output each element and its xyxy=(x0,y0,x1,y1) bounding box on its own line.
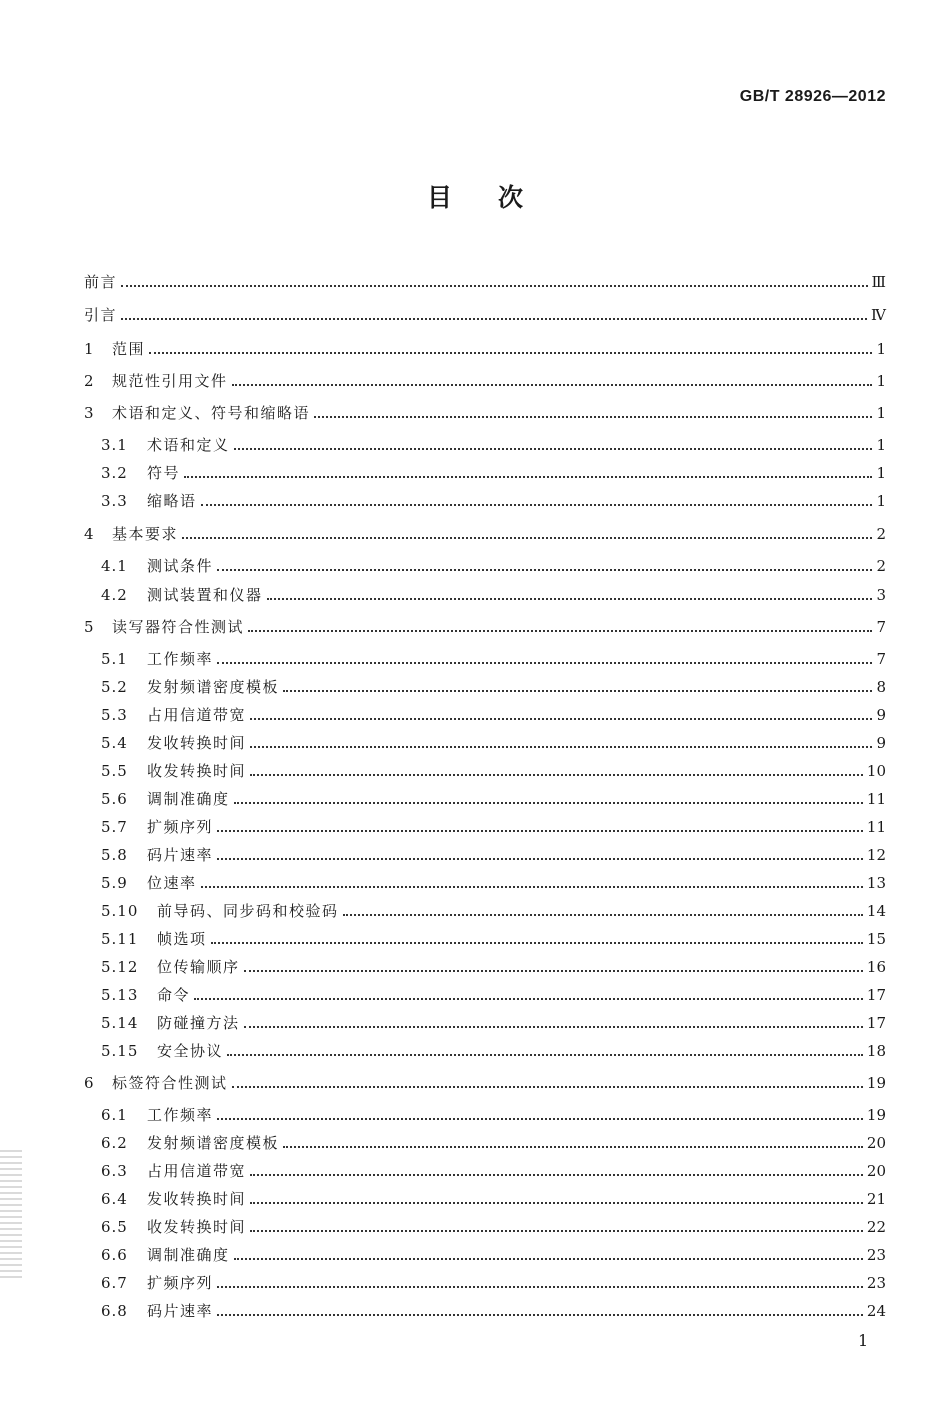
toc-entry-label: 位传输顺序 xyxy=(157,958,240,976)
toc-entry-page: 10 xyxy=(866,762,886,780)
dot-leader xyxy=(232,384,873,386)
dot-leader xyxy=(250,774,863,776)
dot-leader xyxy=(250,1202,863,1204)
toc-entry[interactable] xyxy=(84,842,886,864)
toc-entry-label: 防碰撞方法 xyxy=(157,1014,240,1032)
toc-entry-number: 5.3 xyxy=(101,706,128,724)
toc-entry-number: 6 xyxy=(84,1074,94,1092)
standard-code: GB/T 28926—2012 xyxy=(739,88,886,105)
toc-entry-label: 收发转换时间 xyxy=(147,762,247,780)
toc-entry-page: 14 xyxy=(866,902,886,920)
toc-entry[interactable] xyxy=(84,269,886,291)
toc-entry-number: 5.7 xyxy=(101,818,128,836)
dot-leader xyxy=(217,1314,863,1316)
dot-leader xyxy=(121,285,868,287)
toc-entry-page: 1 xyxy=(876,340,886,358)
toc-entry-page: 13 xyxy=(866,874,886,892)
toc-entry-label: 引言 xyxy=(84,306,118,324)
dot-leader xyxy=(250,718,872,720)
toc-entry-page: 8 xyxy=(876,678,886,696)
toc-entry-label: 调制准确度 xyxy=(147,1246,230,1264)
dot-leader xyxy=(201,886,863,888)
toc-entry-number: 5.9 xyxy=(101,874,128,892)
toc-entry-number: 6.4 xyxy=(101,1190,128,1208)
toc-entry-number: 5.1 xyxy=(101,650,128,668)
toc-entry-page: 20 xyxy=(866,1162,886,1180)
dot-leader xyxy=(234,448,873,450)
toc-entry-label: 规范性引用文件 xyxy=(112,372,228,390)
dot-leader xyxy=(234,802,863,804)
page-title: 目次 xyxy=(426,183,569,212)
toc-entry-page: Ⅲ xyxy=(871,273,886,291)
dot-leader xyxy=(217,1286,863,1288)
toc-entry-number: 1 xyxy=(84,340,94,358)
toc-entry-number: 4.2 xyxy=(101,586,128,604)
toc-entry-number: 5.8 xyxy=(101,846,128,864)
toc-entry-page: 18 xyxy=(866,1042,886,1060)
toc-entry-label: 扩频序列 xyxy=(147,818,214,836)
toc-entry[interactable] xyxy=(84,702,886,724)
toc-entry-number: 5.12 xyxy=(101,958,139,976)
toc-entry-page: 1 xyxy=(876,464,886,482)
toc-entry-number: 3 xyxy=(84,404,94,422)
toc-entry-label: 命令 xyxy=(157,986,191,1004)
toc-entry-number: 6.1 xyxy=(101,1106,128,1124)
dot-leader xyxy=(267,598,873,600)
toc-entry[interactable] xyxy=(84,460,886,482)
toc-entry[interactable] xyxy=(84,898,886,920)
toc-entry-label: 占用信道带宽 xyxy=(147,706,247,724)
toc-entry-label: 位速率 xyxy=(147,874,197,892)
toc-entry-page: 19 xyxy=(866,1106,886,1124)
toc-entry[interactable] xyxy=(84,553,886,575)
toc-entry[interactable] xyxy=(84,400,886,422)
toc-entry-number: 3.2 xyxy=(101,464,128,482)
toc-entry-page: 3 xyxy=(876,586,886,604)
toc-entry-label: 发射频谱密度模板 xyxy=(147,678,280,696)
dot-leader xyxy=(283,690,872,692)
toc-entry-number: 4.1 xyxy=(101,557,128,575)
toc-entry-label: 缩略语 xyxy=(147,492,197,510)
toc-entry-label: 占用信道带宽 xyxy=(147,1162,247,1180)
toc-entry-page: 1 xyxy=(876,404,886,422)
toc-entry[interactable] xyxy=(84,1070,886,1092)
toc-entry-page: 12 xyxy=(866,846,886,864)
toc-entry-label: 前导码、同步码和校验码 xyxy=(157,902,339,920)
toc-entry-page: 2 xyxy=(876,525,886,543)
toc-entry[interactable] xyxy=(84,1214,886,1236)
dot-leader xyxy=(250,1174,863,1176)
dot-leader xyxy=(217,1118,863,1120)
toc-entry[interactable] xyxy=(84,870,886,892)
toc-entry[interactable] xyxy=(84,1038,886,1060)
toc-entry-number: 6.6 xyxy=(101,1246,128,1264)
toc-entry-number: 2 xyxy=(84,372,94,390)
toc-entry-label: 范围 xyxy=(112,340,146,358)
toc-entry-page: 17 xyxy=(866,986,886,1004)
dot-leader xyxy=(217,858,863,860)
toc-entry[interactable] xyxy=(84,1298,886,1320)
toc-entry-label: 发收转换时间 xyxy=(147,734,247,752)
toc-entry-number: 5 xyxy=(84,618,94,636)
toc-entry-label: 术语和定义、符号和缩略语 xyxy=(112,404,311,422)
toc-entry-label: 发收转换时间 xyxy=(147,1190,247,1208)
toc-entry-number: 4 xyxy=(84,525,94,543)
toc-entry[interactable] xyxy=(84,1242,886,1264)
toc-entry[interactable] xyxy=(84,1158,886,1180)
toc-entry-label: 帧选项 xyxy=(157,930,207,948)
toc-entry[interactable] xyxy=(84,1102,886,1124)
page-number: 1 xyxy=(858,1331,869,1350)
dot-leader xyxy=(182,537,872,539)
toc-entry-number: 5.11 xyxy=(101,930,139,948)
toc-entry-number: 5.14 xyxy=(101,1014,139,1032)
toc-entry-label: 码片速率 xyxy=(147,846,214,864)
scan-artifact xyxy=(0,1150,22,1280)
toc-entry-number: 3.1 xyxy=(101,436,128,454)
toc-entry-label: 码片速率 xyxy=(147,1302,214,1320)
toc-entry-label: 符号 xyxy=(147,464,181,482)
toc-entry[interactable] xyxy=(84,1130,886,1152)
toc-entry-page: 9 xyxy=(876,706,886,724)
dot-leader xyxy=(250,746,872,748)
dot-leader xyxy=(184,476,872,478)
dot-leader xyxy=(217,569,872,571)
toc-entry-page: 1 xyxy=(876,492,886,510)
dot-leader xyxy=(244,970,863,972)
dot-leader xyxy=(343,914,863,916)
toc-entry-page: 2 xyxy=(876,557,886,575)
toc-entry-page: 19 xyxy=(866,1074,886,1092)
toc-entry-page: 11 xyxy=(866,790,886,808)
dot-leader xyxy=(211,942,863,944)
dot-leader xyxy=(217,662,872,664)
toc-entry-page: Ⅳ xyxy=(871,306,886,324)
toc-entry-label: 工作频率 xyxy=(147,1106,214,1124)
toc-entry-number: 6.2 xyxy=(101,1134,128,1152)
dot-leader xyxy=(227,1054,863,1056)
toc-entry-label: 术语和定义 xyxy=(147,436,230,454)
toc-entry-label: 基本要求 xyxy=(112,525,179,543)
toc-entry-page: 15 xyxy=(866,930,886,948)
toc-entry-number: 6.5 xyxy=(101,1218,128,1236)
toc-entry-number: 5.13 xyxy=(101,986,139,1004)
toc-entry-label: 安全协议 xyxy=(157,1042,224,1060)
toc-entry-page: 17 xyxy=(866,1014,886,1032)
toc-entry-page: 23 xyxy=(866,1246,886,1264)
toc-entry-page: 11 xyxy=(866,818,886,836)
toc-entry-page: 1 xyxy=(876,436,886,454)
toc-entry[interactable] xyxy=(84,368,886,390)
toc-entry[interactable] xyxy=(84,336,886,358)
toc-entry-page: 7 xyxy=(876,650,886,668)
dot-leader xyxy=(201,504,873,506)
toc-entry[interactable] xyxy=(84,982,886,1004)
dot-leader xyxy=(314,416,872,418)
dot-leader xyxy=(149,352,872,354)
dot-leader xyxy=(250,1230,863,1232)
toc-entry-number: 5.6 xyxy=(101,790,128,808)
toc-entry[interactable] xyxy=(84,1186,886,1208)
toc-entry-label: 测试条件 xyxy=(147,557,214,575)
toc-entry-number: 5.2 xyxy=(101,678,128,696)
dot-leader xyxy=(283,1146,863,1148)
toc-entry-label: 前言 xyxy=(84,273,118,291)
dot-leader xyxy=(248,630,872,632)
toc-entry-number: 5.4 xyxy=(101,734,128,752)
toc-entry-page: 7 xyxy=(876,618,886,636)
toc-entry[interactable] xyxy=(84,1270,886,1292)
toc-entry-number: 5.5 xyxy=(101,762,128,780)
toc-entry[interactable] xyxy=(84,926,886,948)
toc-entry-page: 9 xyxy=(876,734,886,752)
toc-entry[interactable] xyxy=(84,954,886,976)
toc-entry[interactable] xyxy=(84,432,886,454)
toc-entry[interactable] xyxy=(84,521,886,543)
toc-entry-page: 24 xyxy=(866,1302,886,1320)
toc-entry[interactable] xyxy=(84,582,886,604)
toc-entry-number: 5.10 xyxy=(101,902,139,920)
toc-entry-number: 6.8 xyxy=(101,1302,128,1320)
toc-entry[interactable] xyxy=(84,674,886,696)
toc-entry[interactable] xyxy=(84,614,886,636)
toc-entry[interactable] xyxy=(84,758,886,780)
toc-entry[interactable] xyxy=(84,488,886,510)
toc-entry-page: 21 xyxy=(866,1190,886,1208)
toc-entry-page: 23 xyxy=(866,1274,886,1292)
dot-leader xyxy=(244,1026,863,1028)
toc-entry-number: 3.3 xyxy=(101,492,128,510)
toc-entry[interactable] xyxy=(84,730,886,752)
toc-entry-label: 标签符合性测试 xyxy=(112,1074,228,1092)
toc-entry-page: 20 xyxy=(866,1134,886,1152)
toc-entry[interactable] xyxy=(84,1010,886,1032)
dot-leader xyxy=(232,1086,863,1088)
toc-entry-label: 工作频率 xyxy=(147,650,214,668)
toc-entry-label: 收发转换时间 xyxy=(147,1218,247,1236)
toc-entry-number: 5.15 xyxy=(101,1042,139,1060)
dot-leader xyxy=(217,830,863,832)
toc-entry-label: 扩频序列 xyxy=(147,1274,214,1292)
toc-entry-number: 6.3 xyxy=(101,1162,128,1180)
toc-entry-label: 调制准确度 xyxy=(147,790,230,808)
dot-leader xyxy=(234,1258,863,1260)
toc-entry-label: 读写器符合性测试 xyxy=(112,618,245,636)
toc-entry-label: 发射频谱密度模板 xyxy=(147,1134,280,1152)
toc-entry-label: 测试装置和仪器 xyxy=(147,586,263,604)
toc-entry[interactable] xyxy=(84,814,886,836)
toc-entry[interactable] xyxy=(84,646,886,668)
toc-entry[interactable] xyxy=(84,786,886,808)
toc-entry-page: 16 xyxy=(866,958,886,976)
dot-leader xyxy=(121,318,867,320)
toc-entry-page: 22 xyxy=(866,1218,886,1236)
toc-entry-number: 6.7 xyxy=(101,1274,128,1292)
toc-entry[interactable] xyxy=(84,302,886,324)
dot-leader xyxy=(194,998,863,1000)
toc-entry-page: 1 xyxy=(876,372,886,390)
